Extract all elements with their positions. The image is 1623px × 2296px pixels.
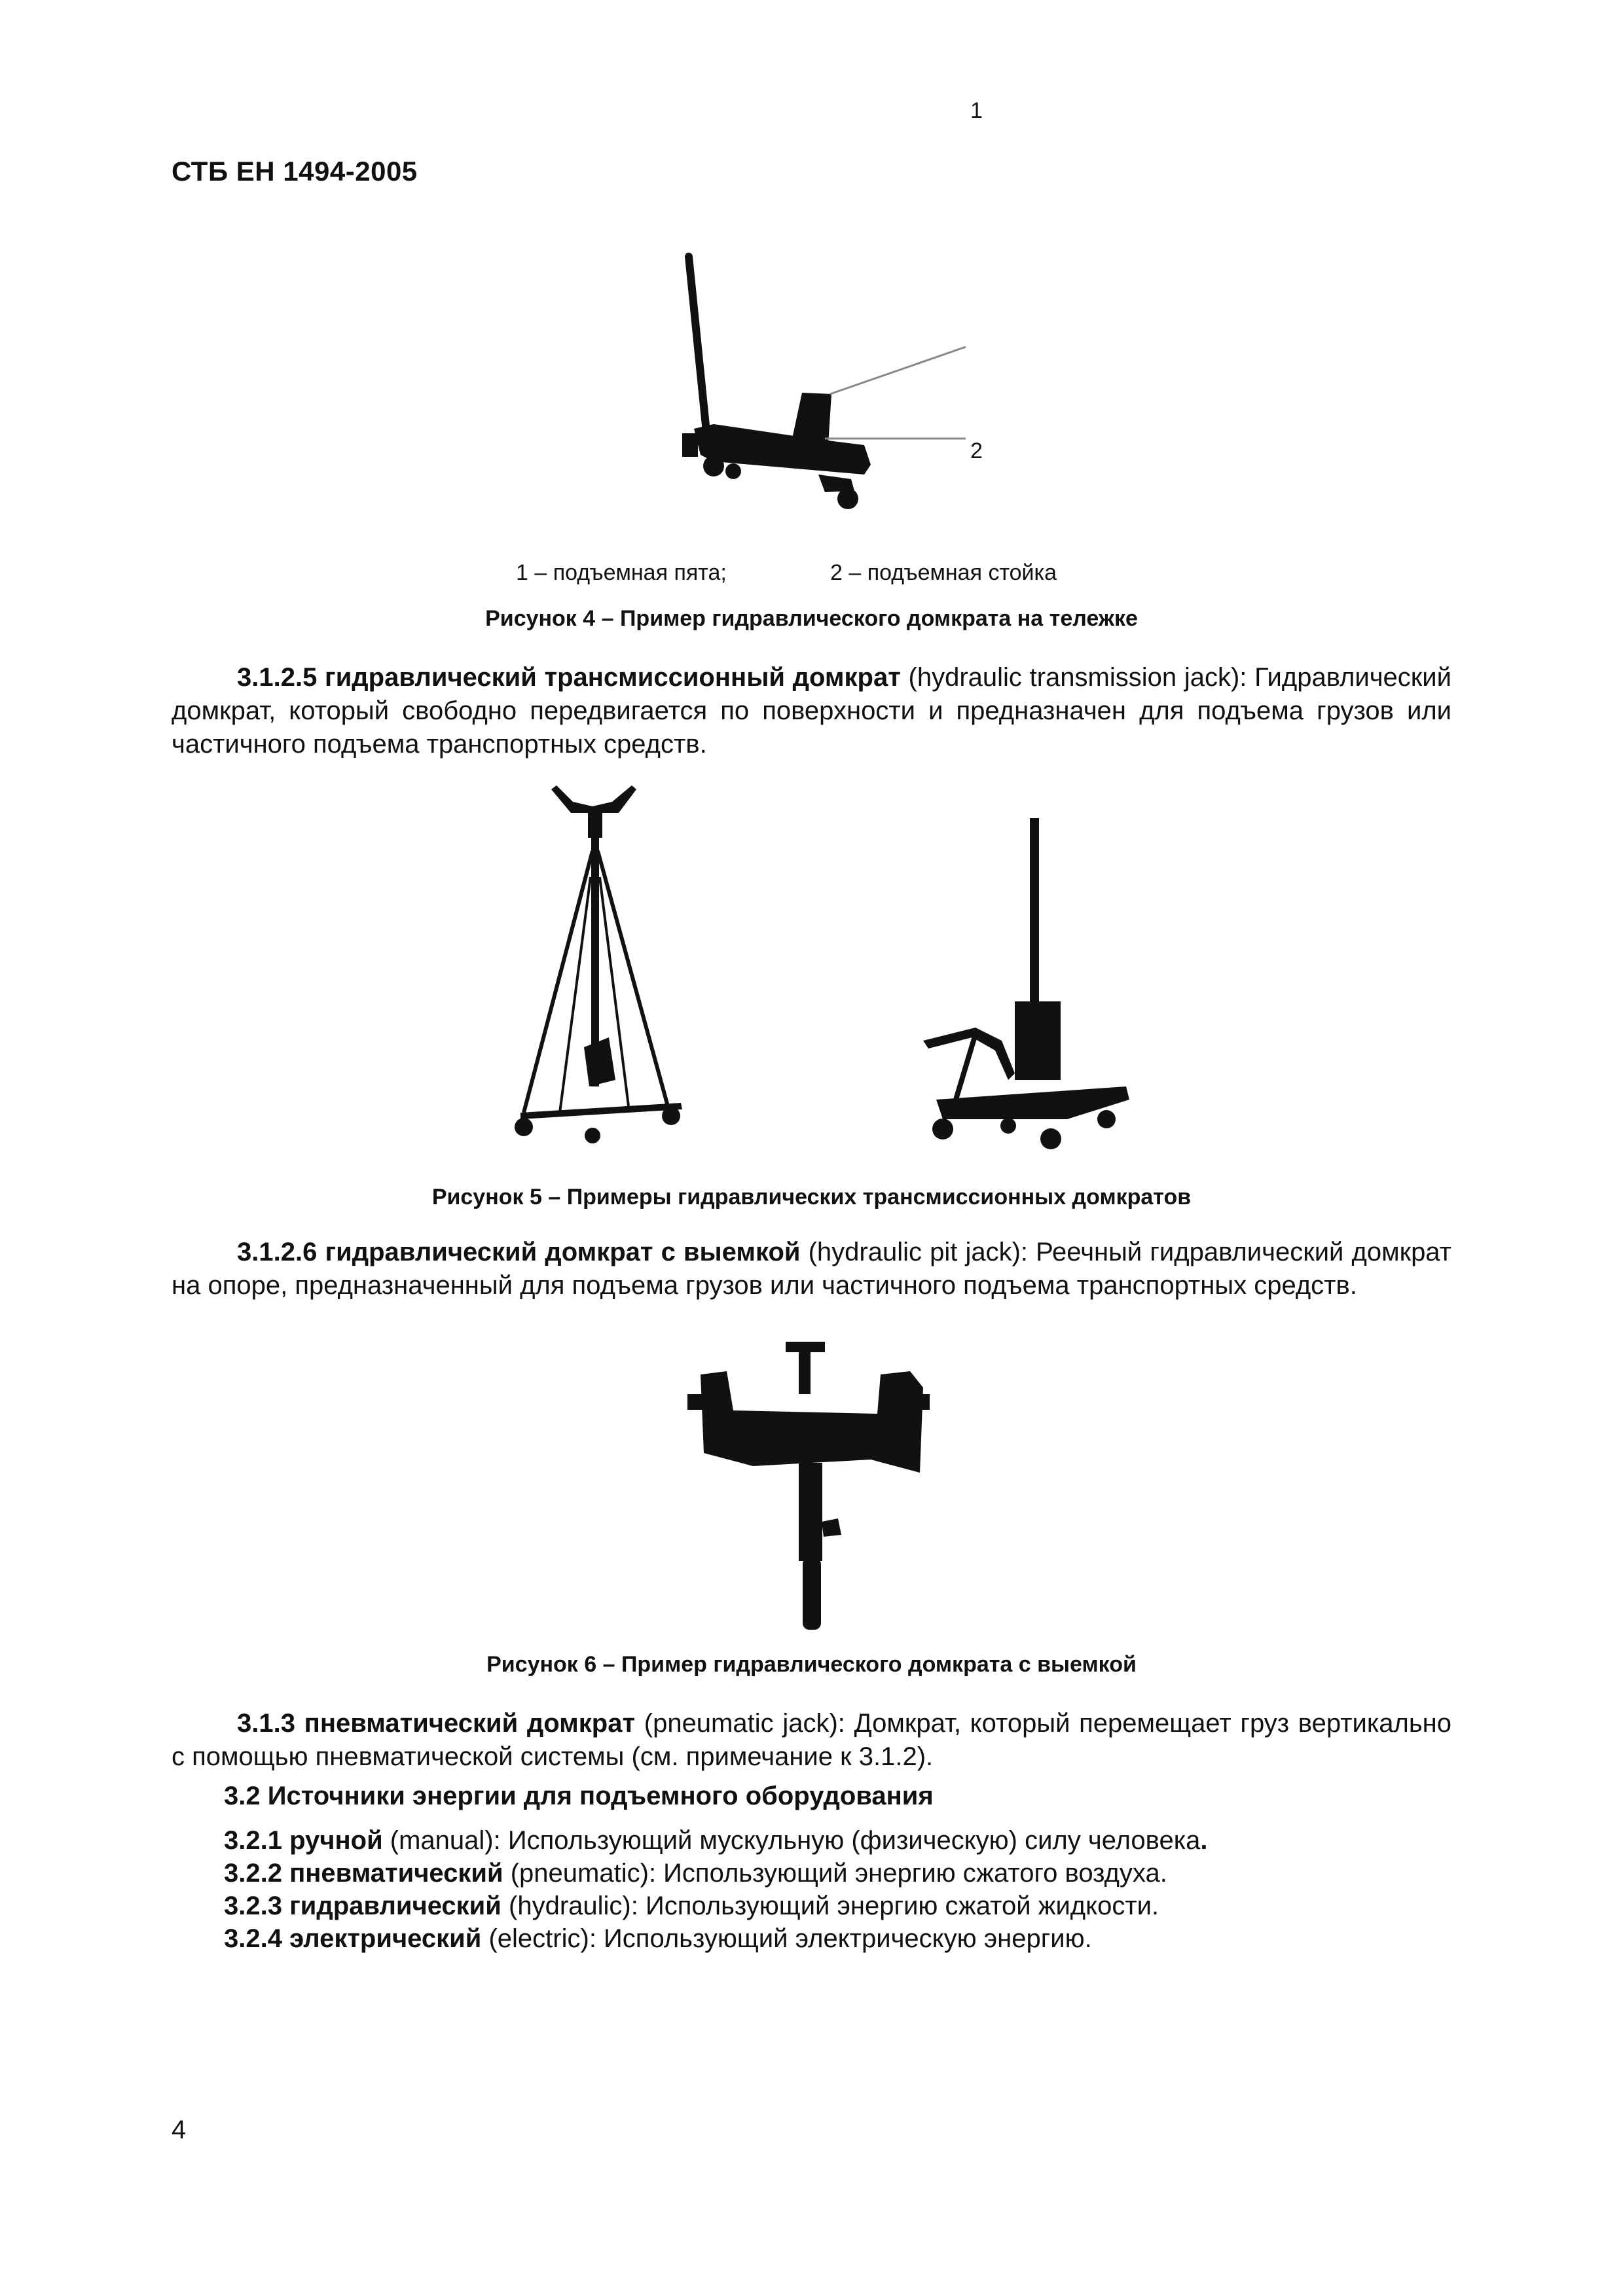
term-definition: : Использующий энергию сжатого воздуха.	[648, 1859, 1167, 1888]
figure-5-trolley-transmission-jack-illustration	[910, 812, 1133, 1158]
figure-6-caption: Рисунок 6 – Пример гидравлического домкрата с выемкой	[486, 1652, 1137, 1677]
term-english: (hydraulic transmission jack)	[908, 663, 1240, 692]
term-name: пневматический	[289, 1859, 503, 1888]
figure-4-caption: Рисунок 4 – Пример гидравлического домкрата на тележке	[485, 606, 1138, 631]
term-definition: : Домкрат, который перемещает груз вертикально с помощью пневматической системы (см. примечание к 3.1.2).	[172, 1709, 1451, 1771]
term-english: (manual)	[390, 1826, 494, 1855]
term-name: гидравлический домкрат с выемкой	[325, 1238, 801, 1266]
figure-6-pit-jack-illustration	[674, 1335, 962, 1649]
figure-4-legend-item-1: 1 – подъемная пята;	[516, 560, 727, 585]
document-header: СТБ ЕН 1494-2005	[172, 156, 418, 187]
term-name: гидравлический трансмиссионный домкрат	[325, 663, 901, 692]
term-english: (hydraulic)	[509, 1892, 631, 1920]
term-definition: : Использующий мускульную (физическую) силу человека	[493, 1826, 1201, 1855]
term-number: 3.1.2.6	[237, 1238, 318, 1266]
term-number: 3.1.2.5	[237, 663, 318, 692]
term-name: гидравлический	[289, 1892, 501, 1920]
figure-4-callout-2: 2	[970, 439, 983, 463]
section-3-2-heading: 3.2 Источники энергии для подъемного оборудования	[224, 1782, 934, 1810]
term-number: 3.1.3	[237, 1709, 295, 1738]
term-number: 3.2.1	[224, 1826, 282, 1855]
figure-4-callout-1: 1	[970, 98, 983, 123]
term-number: 3.2.3	[224, 1892, 282, 1920]
page-number: 4	[172, 2115, 187, 2144]
term-english: (pneumatic)	[510, 1859, 649, 1888]
definition-3-1-2-6	[172, 1236, 1451, 1302]
figure-4-legend-item-2: 2 – подъемная стойка	[830, 560, 1057, 585]
term-english: (pneumatic jack)	[644, 1709, 838, 1738]
term-english: (electric)	[488, 1924, 589, 1953]
definition-3-2-3	[224, 1892, 1159, 1921]
term-name: электрический	[289, 1924, 482, 1953]
term-number: 3.2.2	[224, 1859, 282, 1888]
term-definition: : Реечный гидравлический домкрат на опоре, предназначенный для подъема грузов или частичного подъема транспортных средств.	[172, 1238, 1451, 1300]
term-definition: : Использующий электрическую энергию.	[589, 1924, 1092, 1953]
definition-3-2-1	[224, 1826, 1207, 1856]
definition-3-2-2	[224, 1859, 1167, 1888]
term-definition: : Гидравлический домкрат, который свободно передвигается по поверхности и предназначен для подъема грузов или частичного подъема транспортных средств.	[172, 663, 1451, 759]
figure-5-tripod-transmission-jack-illustration	[511, 772, 694, 1152]
term-name: ручной	[289, 1826, 383, 1855]
figure-4-trolley-jack-illustration	[668, 249, 1034, 537]
definition-3-1-2-5	[172, 661, 1451, 761]
definition-3-1-3	[172, 1707, 1451, 1774]
term-definition: : Использующий энергию сжатой жидкости.	[630, 1892, 1159, 1920]
term-name: пневматический домкрат	[304, 1709, 636, 1738]
term-number: 3.2.4	[224, 1924, 282, 1953]
definition-3-2-4	[224, 1924, 1092, 1954]
term-english: (hydraulic pit jack)	[808, 1238, 1021, 1266]
figure-5-caption: Рисунок 5 – Примеры гидравлических трансмиссионных домкратов	[431, 1185, 1192, 1210]
term-terminator: .	[1200, 1826, 1208, 1855]
